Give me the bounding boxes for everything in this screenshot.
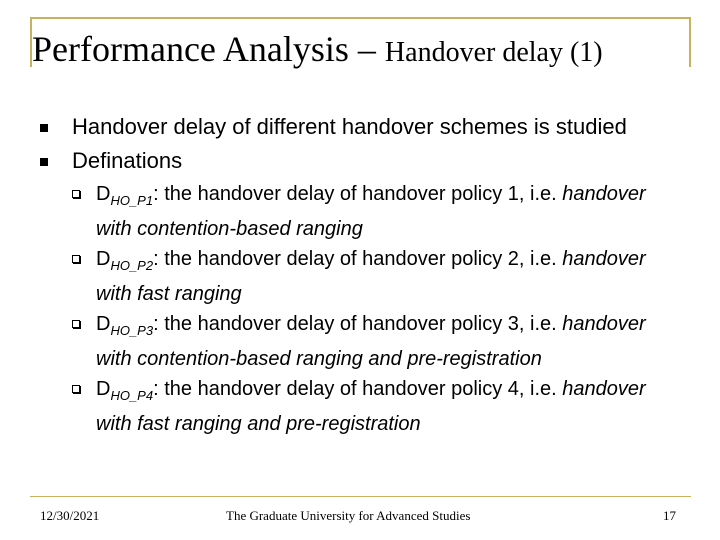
definition-list xyxy=(72,180,680,438)
definition-text: : the handover delay of handover policy 2, i.e. xyxy=(153,248,563,270)
definition-symbol: D xyxy=(96,183,111,205)
definition-subscript: HO_P3 xyxy=(110,323,154,338)
definition-subscript: HO_P4 xyxy=(110,388,154,403)
definition-subscript: HO_P2 xyxy=(110,258,154,273)
definition-symbol: D xyxy=(96,378,111,400)
hollow-square-bullet-icon xyxy=(72,255,80,263)
frame-top-line xyxy=(30,17,691,19)
definition-detail: handover with fast ranging xyxy=(96,248,646,305)
title-main: Performance Analysis – xyxy=(32,29,385,69)
definition-item xyxy=(72,245,680,308)
title-sub: Handover delay (1) xyxy=(384,37,603,68)
square-bullet-icon xyxy=(40,158,48,166)
definition-detail: handover with fast ranging and pre-registration xyxy=(96,378,646,435)
footer-page-number: 17 xyxy=(663,508,676,523)
footer-divider xyxy=(30,496,691,497)
definition-subscript: HO_P1 xyxy=(110,193,154,208)
bullet-list xyxy=(40,112,680,440)
definition-item xyxy=(72,310,680,373)
hollow-square-bullet-icon xyxy=(72,190,80,198)
definition-text: : the handover delay of handover policy 3, i.e. xyxy=(153,313,563,335)
footer-date: 12/30/2021 xyxy=(40,508,100,523)
definition-symbol: D xyxy=(96,248,111,270)
bullet-text: Definations xyxy=(72,148,183,173)
definition-symbol: D xyxy=(96,313,111,335)
hollow-square-bullet-icon xyxy=(72,320,80,328)
definition-text: : the handover delay of handover policy 4, i.e. xyxy=(153,378,563,400)
bullet-text: Handover delay of different handover schemes is studied xyxy=(72,114,627,139)
square-bullet-icon xyxy=(40,124,48,132)
footer-institution: The Graduate University for Advanced Studies xyxy=(226,508,471,523)
bullet-item xyxy=(40,146,680,176)
definition-text: : the handover delay of handover policy 1, i.e. xyxy=(153,183,563,205)
definition-detail: handover with contention-based ranging and pre-registration xyxy=(96,313,646,370)
slide-title xyxy=(32,28,692,70)
definition-item xyxy=(72,375,680,438)
definition-item xyxy=(72,180,680,243)
bullet-item xyxy=(40,112,680,142)
hollow-square-bullet-icon xyxy=(72,385,80,393)
definition-detail: handover with contention-based ranging xyxy=(96,183,646,240)
